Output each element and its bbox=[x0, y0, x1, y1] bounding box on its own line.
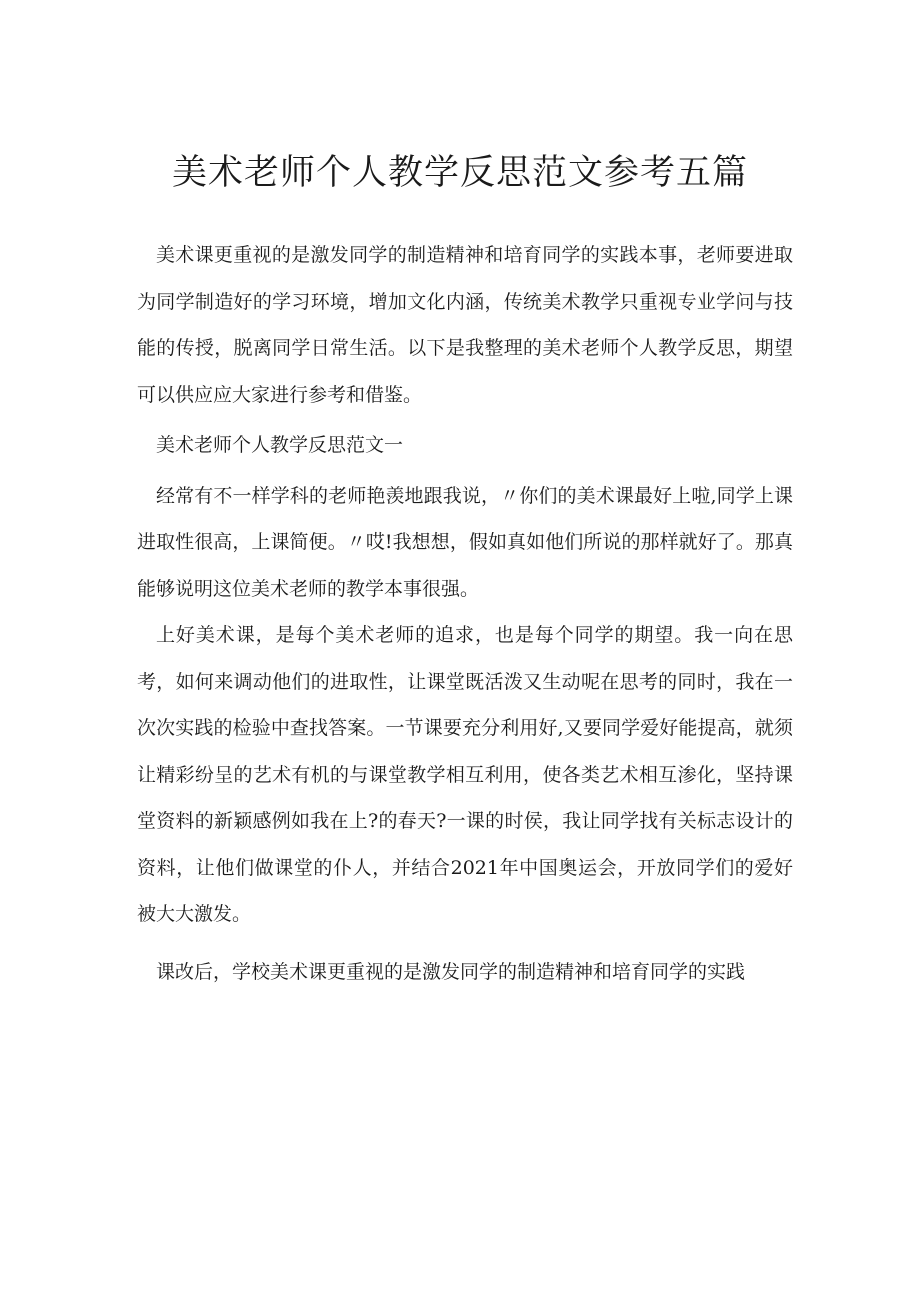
section-heading: 美术老师个人教学反思范文一 bbox=[156, 434, 404, 456]
body-paragraph: 课改后，学校美术课更重视的是激发同学的制造精神和培育同学的实践 bbox=[156, 960, 746, 983]
body-paragraph: 经常有不一样学科的老师艳羡地跟我说，〃你们的美术课最好上啦,同学上课进取性很高，上课简便。〃哎!我想想，假如真如他们所说的那样就好了。那真能够说明这位美术老师的教学本事很强。 bbox=[137, 484, 793, 600]
document-body bbox=[137, 232, 793, 995]
document-title: 美术老师个人教学反思范文参考五篇 bbox=[171, 153, 748, 193]
body-paragraph: 上好美术课，是每个美术老师的追求，也是每个同学的期望。我一向在思考，如何来调动他们的进取性，让课堂既活泼又生动呢在思考的同时，我在一次次实践的检验中查找答案。一节课要充分利用好,又要同学爱好能提高，就须让精彩纷呈的艺术有机的与课堂教学相互利用，使各类艺术相互渗化，坚持课堂资料的新颖感例如我在上?的春天?一课的时侯，我让同学找有关标志设计的资料，让他们做课堂的仆人，并结合2021年中国奥运会，开放同学们的爱好被大大激发。 bbox=[137, 624, 793, 925]
intro-paragraph: 美术课更重视的是激发同学的制造精神和培育同学的实践本事，老师要进取为同学制造好的学习环境，增加文化内涵，传统美术教学只重视专业学问与技能的传授，脱离同学日常生活。以下是我整理的美术老师个人教学反思，期望可以供应应大家进行参考和借鉴。 bbox=[137, 244, 793, 406]
